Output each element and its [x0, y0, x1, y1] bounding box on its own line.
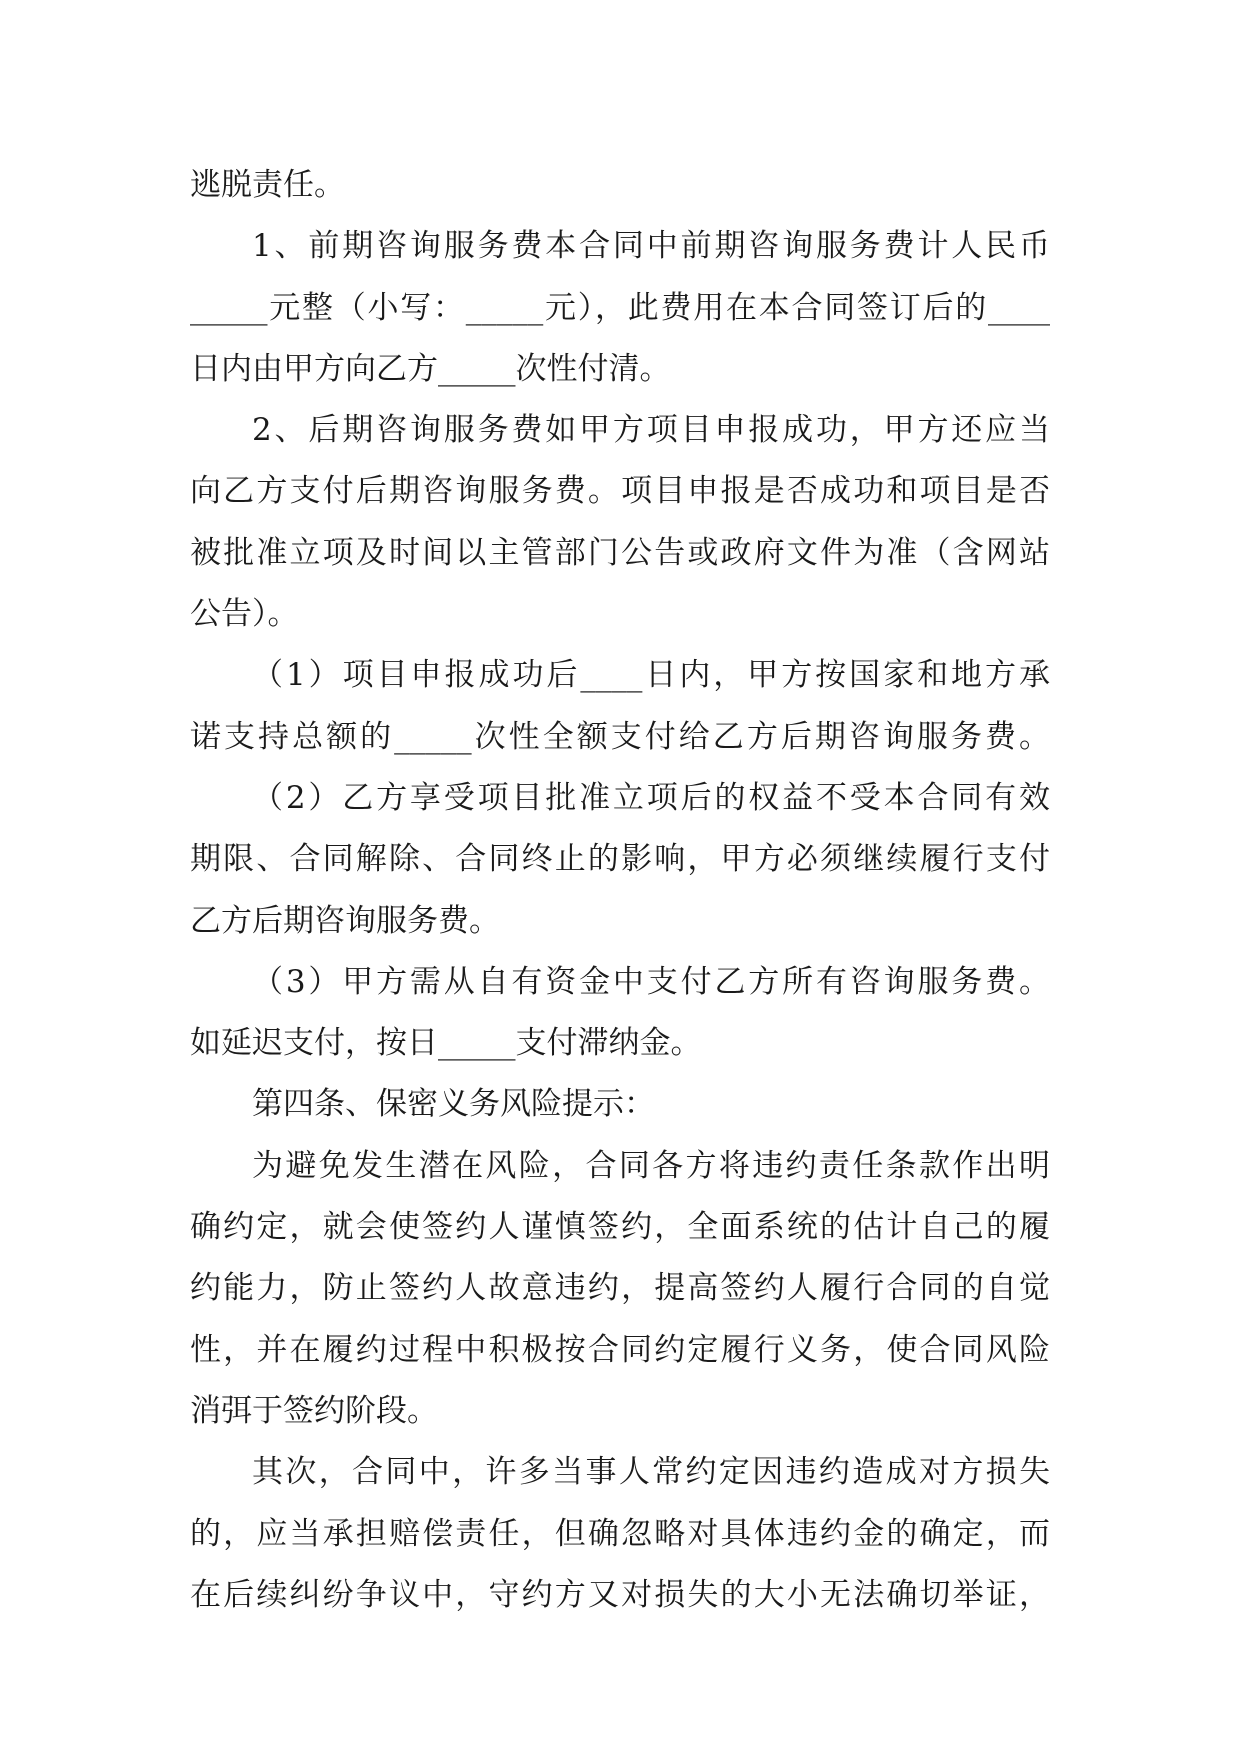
text-line: 约能力，防止签约人故意违约，提高签约人履行合同的自觉	[190, 1270, 1050, 1307]
text-line: 乙方后期咨询服务费。	[190, 902, 500, 939]
text-line: 消弭于签约阶段。	[190, 1392, 438, 1429]
text-line: 1、前期咨询服务费本合同中前期咨询服务费计人民币	[252, 228, 1050, 265]
text-line: 在后续纠纷争议中，守约方又对损失的大小无法确切举证，	[190, 1576, 1050, 1613]
text-line: 如延迟支付，按日_____支付滞纳金。	[190, 1025, 702, 1062]
text-line: 其次，合同中，许多当事人常约定因违约造成对方损失	[252, 1454, 1050, 1491]
text-line: 第四条、保密义务风险提示：	[252, 1086, 655, 1123]
text-line: 期限、合同解除、合同终止的影响，甲方必须继续履行支付	[190, 841, 1050, 878]
text-line: 确约定，就会使签约人谨慎签约，全面系统的估计自己的履	[190, 1209, 1050, 1246]
text-line: 性，并在履约过程中积极按合同约定履行义务，使合同风险	[190, 1331, 1050, 1368]
text-line: （2）乙方享受项目批准立项后的权益不受本合同有效	[252, 779, 1050, 816]
text-line: 日内由甲方向乙方_____次性付清。	[190, 350, 671, 387]
text-line: 的，应当承担赔偿责任，但确忽略对具体违约金的确定，而	[190, 1515, 1050, 1552]
text-line: 向乙方支付后期咨询服务费。项目申报是否成功和项目是否	[190, 473, 1050, 510]
text-line: 公告）。	[190, 596, 299, 633]
document-body	[190, 155, 1050, 1626]
text-line: 2、后期咨询服务费如甲方项目申报成功，甲方还应当	[252, 412, 1050, 449]
text-line: 被批准立项及时间以主管部门公告或政府文件为准（含网站	[190, 534, 1050, 571]
text-line: 逃脱责任。	[190, 167, 345, 203]
text-line: （3）甲方需从自有资金中支付乙方所有咨询服务费。	[252, 963, 1050, 1000]
text-line: _____元整（小写：_____元），此费用在本合同签订后的____	[190, 289, 1050, 326]
text-line: 为避免发生潜在风险，合同各方将违约责任条款作出明	[252, 1147, 1050, 1184]
text-line: （1）项目申报成功后____日内，甲方按国家和地方承	[252, 657, 1050, 694]
text-line: 诺支持总额的_____次性全额支付给乙方后期咨询服务费。	[190, 718, 1050, 755]
